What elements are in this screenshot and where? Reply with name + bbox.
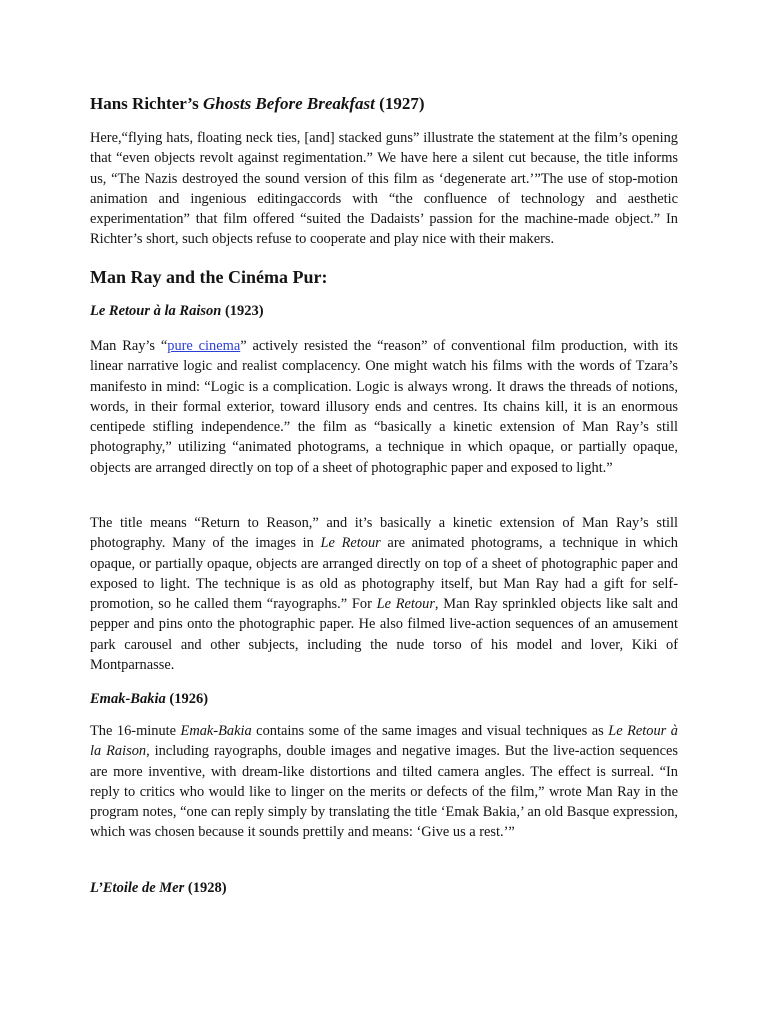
film-title-italic: Le Retour bbox=[320, 535, 381, 552]
retour-paragraph-1 bbox=[90, 336, 678, 478]
film-title-italic: Le Retour à la Raison bbox=[90, 723, 678, 760]
text-run: , including rayographs, double images and negative images. But the live-action sequences are more inventive, with dream-like distortions and tilted camera angles. The effect is surreal. “In reply to critics who would like to linger on the merits or defects of the film,” wrote Man Ray in the program notes, “one can reply simply by translating the title ‘Emak Bakia,’ an old Basque expression, which was chosen because it sounds prettily and means: ‘Give us a rest.’” bbox=[90, 743, 678, 841]
film-title-italic: Le Retour bbox=[376, 596, 435, 613]
film-title: L’Etoile de Mer bbox=[90, 880, 185, 896]
text-run: The 16-minute bbox=[90, 723, 181, 739]
emak-heading bbox=[90, 690, 678, 708]
text-run: ” actively resisted the “reason” of conventional film production, with its linear narrative logic and realist complacency. One might watch his films with the words of Tzara’s manifesto in mind: “Logic is a complication. Logic is always wrong. It draws the threads of notions, words, in their formal exterior, toward illusory ends and centres. Its chains kill, it is an enormous centipede stifling independence.” the film as “basically a kinetic extension of Man Ray’s still photography,” utilizing “animated photograms, a technique in which opaque, or partially opaque, objects are arranged directly on top of a sheet of photographic paper and exposed to light.” bbox=[90, 338, 678, 476]
heading-prefix: Hans Richter’s bbox=[90, 94, 203, 113]
text-run: are animated photograms, a technique in which opaque, or partially opaque, objects are arranged directly on top of a sheet of photographic paper and exposed to light. The technique is as old as photography itself, but Man Ray had a gift for self-promotion, so he called them “rayographs.” For bbox=[90, 535, 679, 613]
emak-paragraph bbox=[90, 721, 678, 843]
film-title: Le Retour à la Raison bbox=[90, 303, 222, 319]
film-year: (1928) bbox=[184, 880, 227, 896]
text-run: , Man Ray sprinkled objects like salt and pepper and pins onto the photographic paper. He also filmed live-action sequences of an amusement park carousel and other subjects, including the nude torso of his model and lover, Kiki of Montparnasse. bbox=[90, 596, 678, 674]
text-run: The title means “Return to Reason,” and it’s basically a kinetic extension of Man Ray’s still photography. Many of the images in bbox=[90, 515, 678, 552]
film-year: (1927) bbox=[374, 94, 425, 113]
pure-cinema-link[interactable]: pure cinema bbox=[167, 338, 241, 354]
manray-heading: Man Ray and the Cinéma Pur: bbox=[90, 267, 328, 287]
etoile-heading bbox=[90, 879, 678, 897]
text-run: contains some of the same images and visual techniques as bbox=[251, 723, 609, 739]
retour-paragraph-2 bbox=[90, 513, 678, 675]
film-title: Ghosts Before Breakfast bbox=[203, 94, 375, 113]
retour-heading bbox=[90, 302, 678, 320]
film-year: (1923) bbox=[221, 303, 264, 319]
film-title-italic: Emak-Bakia bbox=[180, 723, 252, 739]
richter-heading bbox=[90, 94, 678, 114]
text-run: Man Ray’s “ bbox=[90, 338, 168, 354]
film-year: (1926) bbox=[165, 691, 209, 707]
richter-paragraph: Here,“flying hats, floating neck ties, [and] stacked guns” illustrate the statement at the film’s opening that “even objects revolt against regimentation.” We have here a silent cut because, the title informs us, “The Nazis destroyed the sound version of this film as ‘degenerate art.’”The use of stop-motion animation and ingenious editingaccords with “the confluence of technology and aesthetic experimentation” that film offered “suited the Dadaists’ passion for the machine-made object.” In Richter’s short, such objects refuse to cooperate and play nice with their makers. bbox=[90, 130, 678, 248]
film-title: Emak-Bakia bbox=[90, 691, 166, 707]
